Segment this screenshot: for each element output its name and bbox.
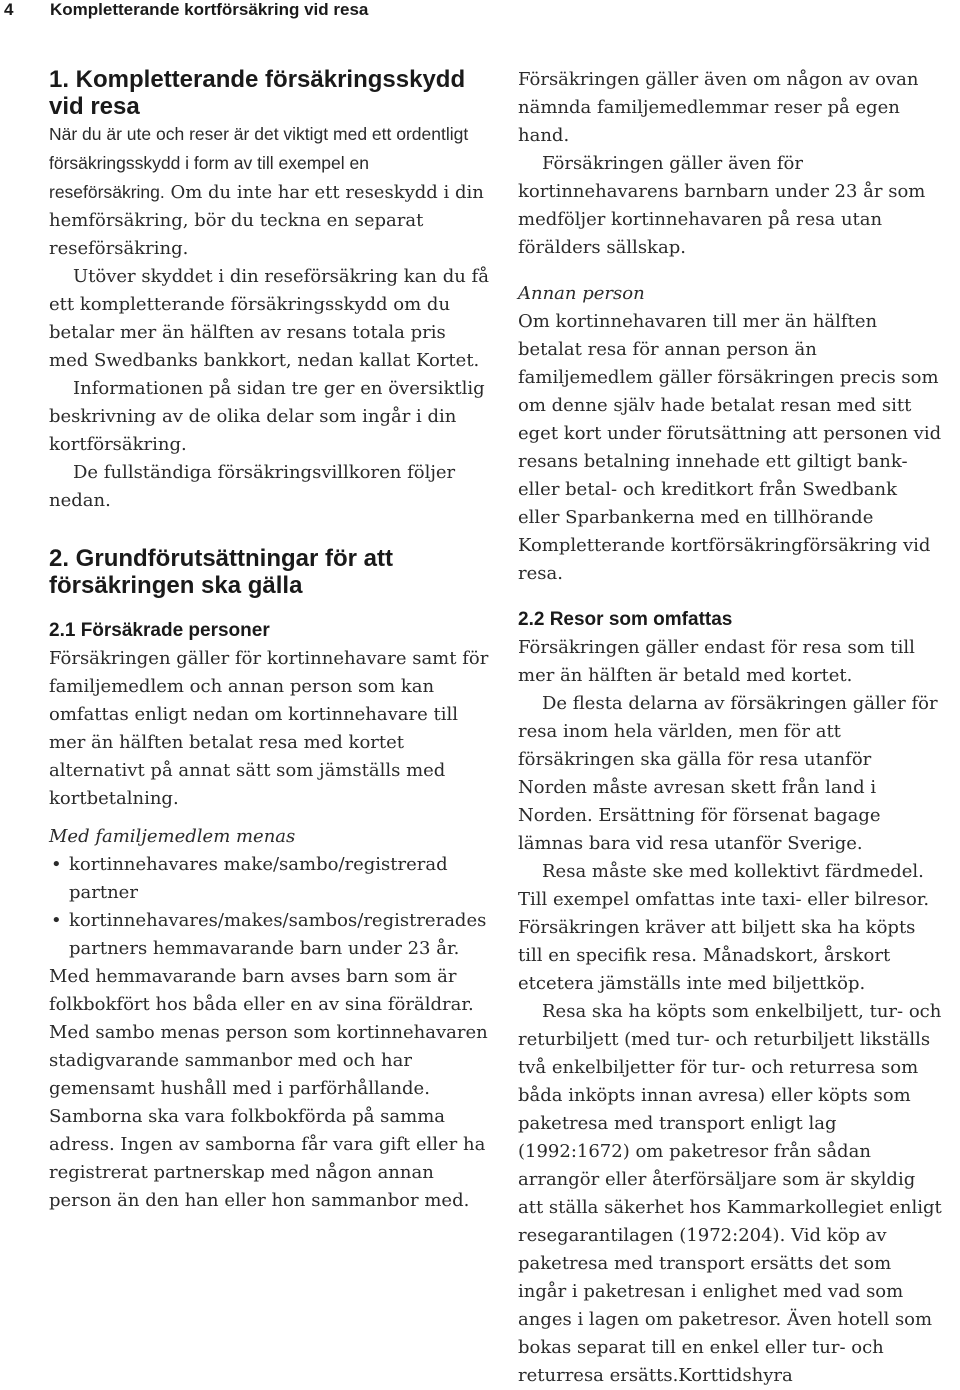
subsection-2-1-heading: 2.1 Försäkrade personer bbox=[49, 620, 270, 641]
right-paragraph-4: Försäkringen gäller endast för resa som till mer än hälften är betald med kortet. bbox=[518, 637, 915, 686]
list-item: • kortinnehavares/makes/sambos/registrerades partners hemmavarande barn under 23 år. bbox=[49, 907, 489, 963]
page-number: 4 bbox=[4, 0, 14, 19]
family-member-list bbox=[49, 851, 489, 963]
family-member-heading: Med familjemedlem menas bbox=[49, 826, 296, 847]
section-1-paragraph-3: Informationen på sidan tre ger en översiktlig beskrivning av de olika delar som ingår i din kortförsäkring. bbox=[49, 378, 485, 455]
right-paragraph-1: Försäkringen gäller även om någon av ovan nämnda familjemedlemmar reser på egen hand. bbox=[518, 69, 919, 146]
subsection-2-2-heading: 2.2 Resor som omfattas bbox=[518, 609, 733, 630]
right-paragraph-5: De flesta delarna av försäkringen gäller för resa inom hela världen, men för att försäkringen ska gälla för resa utanför Norden måste avresan skett från land i Norden. Ersättning för försenat bagage lämnas bara vid resa utanför Sverige. bbox=[518, 693, 938, 854]
right-paragraph-6: Resa måste ske med kollektivt färdmedel. Till exempel omfattas inte taxi- eller bilresor. Försäkringen kräver att biljett ska ha köpts till en specifik resa. Månadskort, årskort etcetera jämställs inte med biljettköp. bbox=[518, 861, 930, 994]
running-title: Kompletterande kortförsäkring vid resa bbox=[50, 0, 369, 19]
section-1-intro-text: När du är ute och reser är det viktigt med ett ordentligt försäkringsskydd i form av till exempel en reseförsäkring. bbox=[49, 124, 469, 202]
list-item: • kortinnehavares make/sambo/registrerad partner bbox=[49, 851, 489, 907]
section-1-paragraph-2: Utöver skyddet i din reseförsäkring kan du få ett kompletterande försäkringsskydd om du betalar mer än hälften av resans totala pris med Swedbanks bankkort, nedan kallat Kortet. bbox=[49, 266, 489, 371]
subsection-2-1-paragraph-1: Försäkringen gäller för kortinnehavare samt för familjemedlem och annan person som kan omfattas enligt nedan om kortinnehavare till mer än hälften betalat resa med kortet alternativt på annat sätt som jämställs med kortbetalning. bbox=[49, 648, 489, 809]
section-2-heading: 2. Grundförutsättningar för att försäkringen ska gälla bbox=[49, 545, 393, 599]
right-column bbox=[518, 66, 943, 1390]
section-1-intro-continuation: Om du inte har ett reseskydd i din hemförsäkring, bör du teckna en separat reseförsäkring. bbox=[49, 182, 484, 259]
right-paragraph-2: Försäkringen gäller även för kortinnehavarens barnbarn under 23 år som medföljer kortinnehavaren på resa utan förälders sällskap. bbox=[518, 153, 926, 258]
section-1-heading: 1. Kompletterande försäkringsskydd vid resa bbox=[49, 66, 466, 120]
right-paragraph-3: Om kortinnehavaren till mer än hälften betalat resa för annan person än familjemedlem gäller försäkringen precis som om denne själv hade betalat resan med sitt eget kort under förutsättning att personen vid resans betalning innehade ett giltigt bank- eller betal- och kreditkort från Swedbank eller Sparbankerna med en tillhörande Kompletterande kortförsäkringförsäkring vid resa. bbox=[518, 311, 942, 584]
other-person-heading: Annan person bbox=[518, 283, 645, 304]
subsection-2-1-paragraph-2: Med hemmavarande barn avses barn som är folkbokfört hos båda eller en av sina föräldrar. Med sambo menas person som kortinnehavaren stadigvarande sammanbor med och har gemensamt hushåll med i parförhållande. Samborna ska vara folkbokförda på samma adress. Ingen av samborna får vara gift eller ha registrerat partnerskap med någon annan person än den han eller hon sammanbor med. bbox=[49, 966, 488, 1211]
section-1-paragraph-1 bbox=[49, 120, 489, 263]
right-paragraph-7: Resa ska ha köpts som enkelbiljett, tur- och returbiljett (med tur- och returbiljett likställs två enkelbiljetter för tur- och returresa som båda inköpts innan avresa) eller köpts som paketresa med transport enligt lag (1992:1672) om paketresor från sådan arrangör eller återförsäljare som är skyldig att ställa säkerhet hos Kammarkollegiet enligt resegarantilagen (1972:204). Vid köp av paketresa med transport ersätts det som ingår i paketresan i enlighet med vad som anges i lagen om paketresor. Även hotell som bokas separat till en enkel eller tur- och returresa ersätts.Korttidshyra bbox=[518, 1001, 942, 1386]
section-1-paragraph-4: De fullständiga försäkringsvillkoren följer nedan. bbox=[49, 462, 456, 511]
left-column bbox=[49, 66, 489, 1215]
running-header bbox=[4, 0, 368, 20]
